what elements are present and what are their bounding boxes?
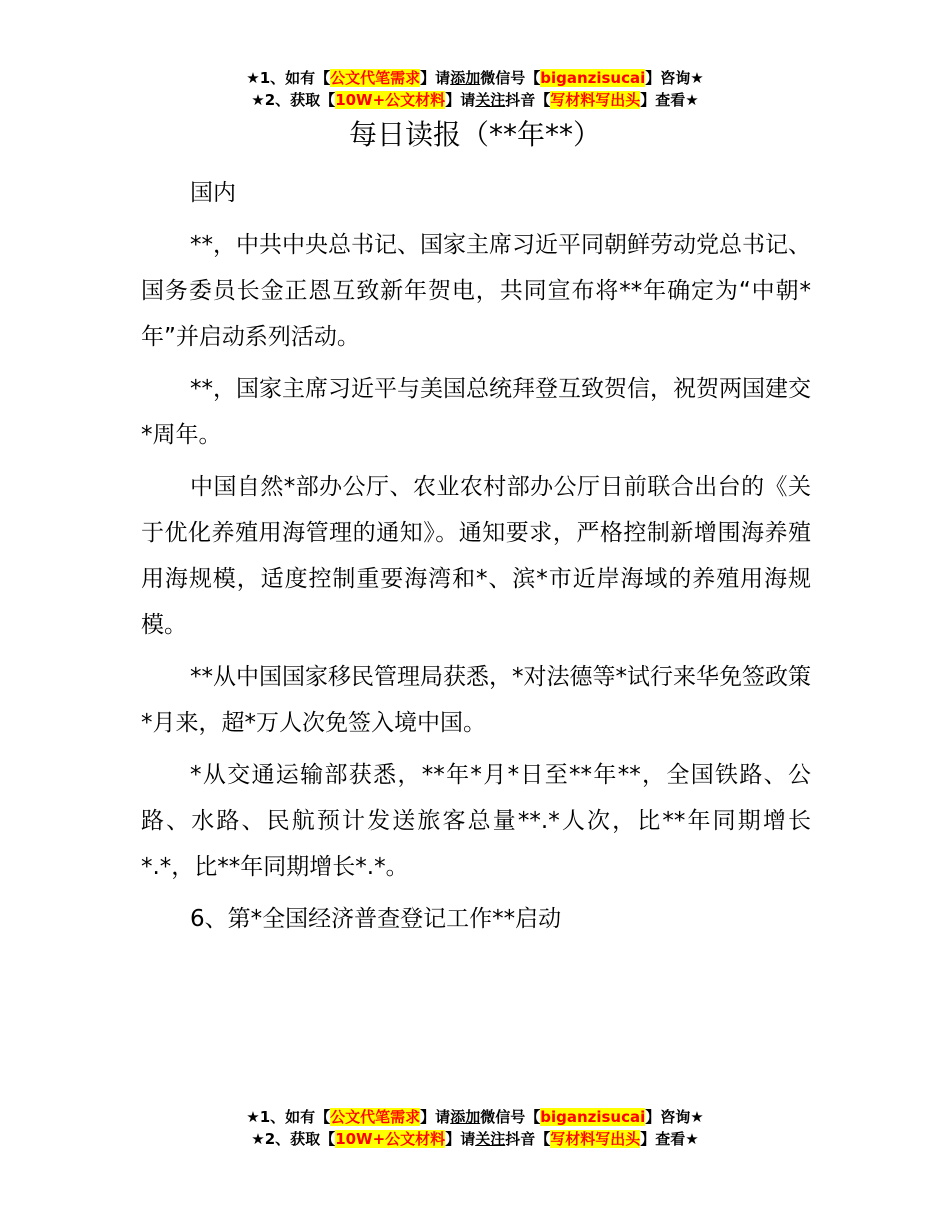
section-heading: 国内 bbox=[190, 180, 236, 206]
news-paragraph: 中国自然*部办公厅、农业农村部办公厅日前联合出台的《关于优化养殖用海管理的通知》。通知要求，严格控制新增围海养殖用海规模，适度控制重要海湾和*、滨*市近岸海域的养殖用海规模。 bbox=[141, 474, 811, 638]
news-paragraph: 6、第*全国经济普查登记工作**启动 bbox=[190, 906, 562, 932]
banner-text: 】查看★ bbox=[640, 1130, 699, 1148]
banner-text: 】查看★ bbox=[640, 91, 699, 109]
banner-highlight: 公文代笔需求 bbox=[330, 69, 421, 87]
news-paragraph: **从中国国家移民管理局获悉，*对法德等*试行来华免签政策*月来，超*万人次免签入境中国。 bbox=[141, 664, 811, 736]
header-banner bbox=[0, 67, 950, 111]
banner-text: 微信号【 bbox=[480, 1108, 541, 1126]
footer-banner bbox=[0, 1106, 950, 1150]
banner-underlined-text: 关注 bbox=[475, 91, 506, 109]
banner-text: 】请 bbox=[445, 91, 476, 109]
news-paragraph: **，国家主席习近平与美国总统拜登互致贺信，祝贺两国建交*周年。 bbox=[141, 376, 811, 448]
banner-wechat-id: biganzisucai bbox=[540, 69, 646, 87]
banner-line-2 bbox=[0, 1128, 950, 1150]
banner-underlined-text: 添加 bbox=[450, 69, 481, 87]
banner-text: ★1、如有【 bbox=[246, 1108, 331, 1126]
banner-highlight: 10W+公文材料 bbox=[335, 1130, 446, 1148]
banner-text: ★2、获取【 bbox=[251, 91, 336, 109]
banner-text: 抖音【 bbox=[505, 1130, 551, 1148]
banner-line-1 bbox=[0, 67, 950, 89]
banner-text: 抖音【 bbox=[505, 91, 551, 109]
news-paragraph: *从交通运输部获悉，**年*月*日至**年**，全国铁路、公路、水路、民航预计发送旅客总量**.*人次，比**年同期增长*.*，比**年同期增长*.*。 bbox=[141, 762, 811, 880]
banner-text: 】请 bbox=[420, 69, 451, 87]
banner-douyin-id: 写材料写出头 bbox=[550, 1130, 641, 1148]
banner-text: 】咨询★ bbox=[645, 1108, 704, 1126]
banner-underlined-text: 添加 bbox=[450, 1108, 481, 1126]
banner-line-1 bbox=[0, 1106, 950, 1128]
banner-text: 微信号【 bbox=[480, 69, 541, 87]
banner-highlight: 公文代笔需求 bbox=[330, 1108, 421, 1126]
news-paragraph: **，中共中央总书记、国家主席习近平同朝鲜劳动党总书记、国务委员长金正恩互致新年贺电，共同宣布将**年确定为“中朝*年”并启动系列活动。 bbox=[141, 232, 811, 350]
document-body bbox=[141, 170, 811, 948]
banner-text: ★2、获取【 bbox=[251, 1130, 336, 1148]
document-title: 每日读报（**年**） bbox=[348, 118, 601, 151]
banner-text: ★1、如有【 bbox=[246, 69, 331, 87]
banner-text: 】请 bbox=[420, 1108, 451, 1126]
banner-line-2 bbox=[0, 89, 950, 111]
banner-underlined-text: 关注 bbox=[475, 1130, 506, 1148]
banner-text: 】咨询★ bbox=[645, 69, 704, 87]
banner-text: 】请 bbox=[445, 1130, 476, 1148]
banner-douyin-id: 写材料写出头 bbox=[550, 91, 641, 109]
banner-highlight: 10W+公文材料 bbox=[335, 91, 446, 109]
banner-wechat-id: biganzisucai bbox=[540, 1108, 646, 1126]
